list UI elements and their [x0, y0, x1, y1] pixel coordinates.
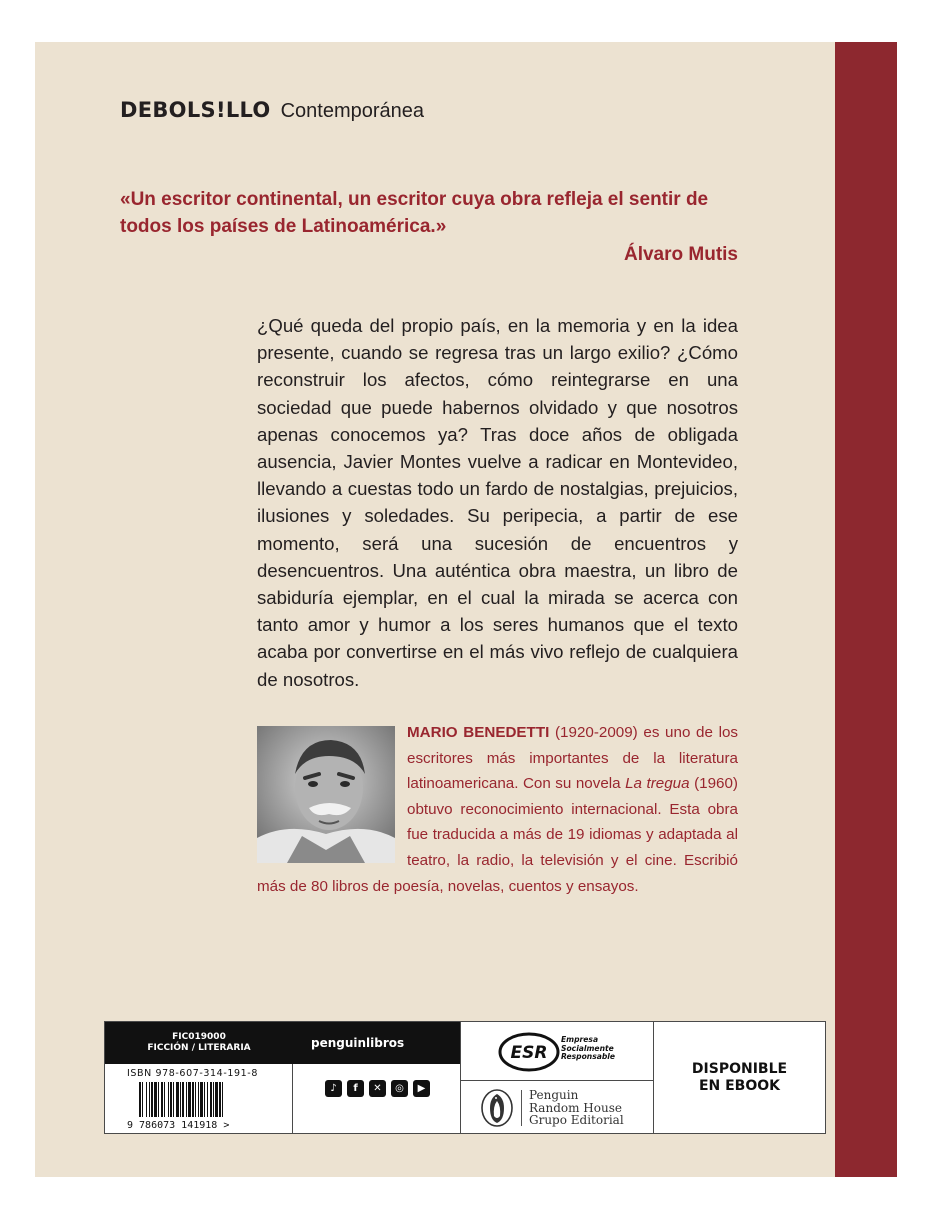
quote-author: Álvaro Mutis [623, 244, 738, 265]
esr-box [461, 1022, 654, 1081]
barcode-bar [195, 1082, 196, 1117]
ebook-availability [654, 1022, 825, 1133]
social-section [293, 1022, 460, 1133]
social-icons [325, 1080, 430, 1097]
barcode-bar [213, 1082, 214, 1117]
barcode-bar [168, 1082, 169, 1117]
bio-text-2: (1960) obtuvo reconocimiento internacional. Esta obra fue traducida a más de 19 idiomas y adaptada al teatro, la radio, la televisión y el cine. Escribió más de 80 libros de poesía, novelas, cuentos y ensayos. [257, 775, 738, 895]
category-label: FICCIÓN / LITERARIA [147, 1043, 251, 1053]
barcode-bar [198, 1082, 199, 1117]
blurb-quote: «Un escritor continental, un escritor cuya obra refleja el sentir de todos los países de Latinoamérica.» [120, 189, 709, 237]
synopsis-text: ¿Qué queda del propio país, en la memoria y en la idea presente, cuando se regresa tras un largo exilio? ¿Cómo reconstruir los afectos, cómo reintegrarse en una sociedad que puede habernos olvidado y que nosotros apenas conocemos ya? Tras doce años de obligada ausencia, Javier Montes vuelve a radicar en Montevideo, llevando a cuestas todo un fardo de nostalgias, prejuicios, ilusiones y soledades. Su peripecia, a partir de ese momento, será una sucesión de encuentros y desencuentros. Una auténtica obra maestra, un libro de sabiduría ejemplar, en el cual la mirada se acerca con tanto amor y humor a los seres humanos que el texto acaba por convertirse en el más vivo reflejo de cualquiera de nosotros. [257, 315, 738, 690]
barcode-bar [204, 1082, 205, 1117]
barcode-bar [154, 1082, 157, 1117]
esr-text: Empresa Socialmente Responsable [561, 1035, 616, 1061]
category-code: FIC019000 [172, 1032, 226, 1042]
barcode-bar [146, 1082, 147, 1117]
barcode-bar [180, 1082, 181, 1117]
novel-title: La tregua [625, 775, 690, 793]
isbn-label: ISBN 978-607-314-191-8 [127, 1068, 258, 1079]
barcode-bar [151, 1082, 153, 1117]
x-icon[interactable]: ✕ [369, 1080, 386, 1097]
publisher-brand [120, 98, 424, 128]
author-name: MARIO BENEDETTI [407, 724, 550, 741]
barcode-bar [139, 1082, 141, 1117]
spine-band [835, 42, 897, 1177]
youtube-icon[interactable]: ▶ [413, 1080, 430, 1097]
barcode-bar [222, 1082, 223, 1117]
esr-badge: ESR [510, 1043, 548, 1063]
brand-name: DEBOLS!LLO [120, 98, 271, 122]
barcode-digits: 9 786073 141918 > [127, 1120, 230, 1130]
tiktok-icon[interactable]: ♪ [325, 1080, 342, 1097]
barcode-bar [164, 1082, 165, 1117]
facebook-icon[interactable]: f [347, 1080, 364, 1097]
collection-name: Contemporánea [280, 100, 425, 122]
category-box [105, 1022, 293, 1064]
barcode-bar [192, 1082, 194, 1117]
barcode-bar [210, 1082, 212, 1117]
barcode-bar [186, 1082, 187, 1117]
barcode-bar [188, 1082, 191, 1117]
esr-logo-icon [495, 1029, 565, 1075]
instagram-icon[interactable]: ◎ [391, 1080, 408, 1097]
barcode-bar [200, 1082, 203, 1117]
barcode-bar [207, 1082, 208, 1117]
barcode-bar [215, 1082, 218, 1117]
barcode-bar [176, 1082, 179, 1117]
prh-wordmark: Penguin Random House Grupo Editorial [529, 1088, 624, 1127]
site-label[interactable]: penguinlibros [293, 1022, 460, 1064]
barcode-bar [173, 1082, 174, 1117]
barcode-bar [219, 1082, 221, 1117]
barcode-bar [182, 1082, 184, 1117]
barcode-bar [158, 1082, 159, 1117]
barcode-bar [170, 1082, 172, 1117]
penguin-logo-icon [479, 1088, 515, 1128]
barcode [125, 1082, 273, 1130]
barcode-bar [161, 1082, 163, 1117]
bio-text-1: (1920-2009) es uno de los escritores más importantes de la literatura latinoamericana. Con su novela [407, 724, 738, 793]
barcode-bar [142, 1082, 143, 1117]
ebook-label: DISPONIBLE EN EBOOK [691, 1060, 788, 1094]
prh-box [461, 1081, 654, 1133]
author-bio [257, 720, 738, 899]
info-panel [104, 1021, 826, 1134]
barcode-bar [149, 1082, 150, 1117]
